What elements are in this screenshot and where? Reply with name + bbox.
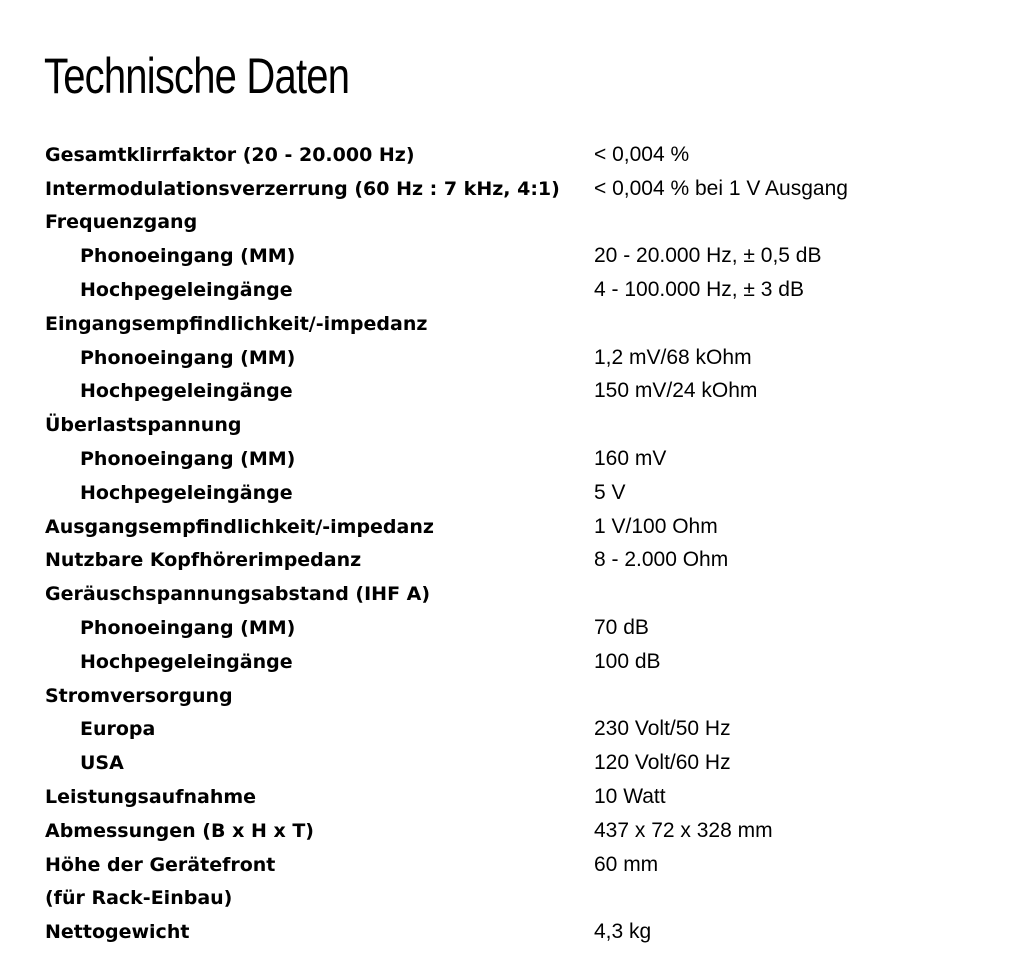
spec-value: 437 x 72 x 328 mm [594,818,773,842]
spec-label: Höhe der Gerätefront [45,853,276,876]
spec-sublabel: Hochpegeleingänge [80,650,293,673]
spec-row-dimensions [45,814,1005,848]
spec-row-overload-line [45,476,1005,510]
spec-section-power-supply [45,679,1005,713]
spec-row-output-sensitivity [45,510,1005,544]
spec-row-headphone-impedance [45,544,1005,578]
spec-row-power-europe [45,713,1005,747]
spec-label: Leistungsaufnahme [45,786,257,809]
spec-value: 4 - 100.000 Hz, ± 3 dB [594,278,804,302]
spec-section-label: Frequenzgang [45,211,198,234]
page-title: Technische Daten [44,48,350,104]
spec-value: 1 V/100 Ohm [594,514,718,538]
spec-section-frequency-response [45,206,1005,240]
spec-value: 100 dB [594,649,661,673]
spec-row-snr-line [45,645,1005,679]
spec-value: 4,3 kg [594,920,652,944]
spec-row-power-usa [45,746,1005,780]
spec-section-label: Geräuschspannungsabstand (IHF A) [45,583,431,606]
spec-row-freq-line [45,273,1005,307]
spec-sublabel: Hochpegeleingänge [80,380,293,403]
spec-section-input-sensitivity [45,307,1005,341]
spec-row-total-distortion [45,138,1005,172]
spec-label: Abmessungen (B x H x T) [45,819,314,842]
spec-sublabel: Phonoeingang (MM) [80,245,296,268]
spec-value: < 0,004 % bei 1 V Ausgang [594,176,848,200]
spec-sublabel: Europa [80,718,156,741]
spec-value: 1,2 mV/68 kOhm [594,345,752,369]
spec-row-overload-phono [45,442,1005,476]
spec-value: 120 Volt/60 Hz [594,751,731,775]
spec-sublabel: Hochpegeleingänge [80,481,293,504]
spec-row-net-weight [45,915,1005,949]
spec-sublabel: Phonoeingang (MM) [80,448,296,471]
spec-row-intermodulation [45,172,1005,206]
spec-table [45,138,1005,949]
spec-sublabel: USA [80,752,124,775]
spec-value: 230 Volt/50 Hz [594,717,731,741]
spec-label: Nettogewicht [45,921,190,944]
spec-row-rack-note [45,882,1005,916]
spec-row-snr-phono [45,611,1005,645]
spec-section-overload-voltage [45,408,1005,442]
spec-section-label: Stromversorgung [45,684,233,707]
spec-row-input-phono [45,341,1005,375]
spec-value: 160 mV [594,447,667,471]
spec-sublabel: Hochpegeleingänge [80,279,293,302]
spec-sublabel: Phonoeingang (MM) [80,617,296,640]
spec-value: 150 mV/24 kOhm [594,379,758,403]
spec-section-label: Eingangsempfindlichkeit/-impedanz [45,312,428,335]
spec-value: < 0,004 % [594,142,690,166]
spec-row-front-height [45,848,1005,882]
spec-value: 8 - 2.000 Ohm [594,548,729,572]
spec-row-power-consumption [45,780,1005,814]
spec-value: 5 V [594,480,626,504]
spec-value: 60 mm [594,852,659,876]
spec-section-signal-to-noise [45,577,1005,611]
spec-label: Ausgangsempfindlichkeit/-impedanz [45,515,434,538]
spec-sublabel: Phonoeingang (MM) [80,346,296,369]
spec-label: Gesamtklirrfaktor (20 - 20.000 Hz) [45,143,415,166]
spec-label: Intermodulationsverzerrung (60 Hz : 7 kHz, 4:1) [45,177,560,200]
spec-row-input-line [45,375,1005,409]
spec-value: 10 Watt [594,785,666,809]
spec-value: 70 dB [594,616,649,640]
spec-row-freq-phono [45,239,1005,273]
spec-value: 20 - 20.000 Hz, ± 0,5 dB [594,244,822,268]
spec-label: (für Rack-Einbau) [45,887,233,910]
spec-section-label: Überlastspannung [45,414,242,437]
spec-label: Nutzbare Kopfhörerimpedanz [45,549,362,572]
